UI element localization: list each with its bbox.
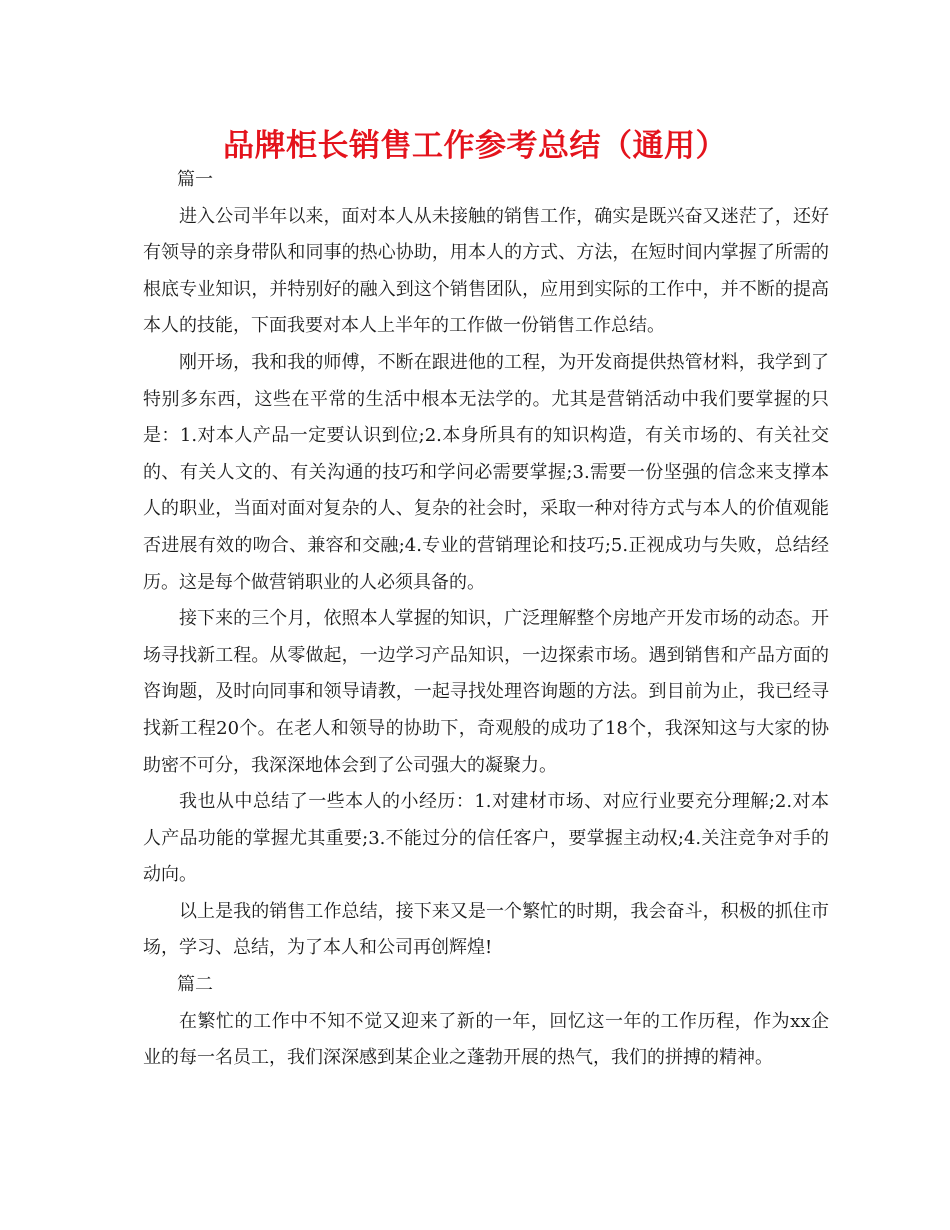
section-label-1: 篇一	[177, 169, 213, 190]
paragraph: 以上是我的销售工作总结，接下来又是一个繁忙的时期，我会奋斗，积极的抓住市场，学习、总结，为了本人和公司再创辉煌!	[143, 900, 829, 959]
section-label-2: 篇二	[177, 974, 213, 996]
paragraph: 进入公司半年以来，面对本人从未接触的销售工作，确实是既兴奋又迷茫了，还好有领导的亲身带队和同事的热心协助，用本人的方式、方法，在短时间内掌握了所需的根底专业知识，并特别好的融入到这个销售团队，应用到实际的工作中，并不断的提高本人的技能，下面我要对本人上半年的工作做一份销售工作总结。	[143, 205, 829, 337]
paragraph: 刚开场，我和我的师傅，不断在跟进他的工程，为开发商提供热管材料，我学到了特别多东西，这些在平常的生活中根本无法学的。尤其是营销活动中我们要掌握的只是：1.对本人产品一定要认识到位;2.本身所具有的知识构造，有关市场的、有关社交的、有关人文的、有关沟通的技巧和学问必需要掌握;3.需要一份坚强的信念来支撑本人的职业，当面对面对复杂的人、复杂的社会时，采取一种对待方式与本人的价值观能否进展有效的吻合、兼容和交融;4.专业的营销理论和技巧;5.正视成功与失败，总结经历。这是每个做营销职业的人必须具备的。	[143, 351, 829, 593]
document-title: 品牌柜长销售工作参考总结（通用）	[223, 128, 727, 164]
paragraph: 我也从中总结了一些本人的小经历：1.对建材市场、对应行业要充分理解;2.对本人产品功能的掌握尤其重要;3.不能过分的信任客户，要掌握主动权;4.关注竞争对手的动向。	[143, 791, 829, 886]
document-body	[143, 162, 829, 1077]
paragraph: 接下来的三个月，依照本人掌握的知识，广泛理解整个房地产开发市场的动态。开场寻找新工程。从零做起，一边学习产品知识，一边探索市场。遇到销售和产品方面的咨询题，及时向同事和领导请教，一起寻找处理咨询题的方法。到目前为止，我已经寻找新工程20个。在老人和领导的协助下，奇观般的成功了18个，我深知这与大家的协助密不可分，我深深地体会到了公司强大的凝聚力。	[143, 608, 829, 776]
paragraph: 在繁忙的工作中不知不觉又迎来了新的一年，回忆这一年的工作历程，作为xx企业的每一名员工，我们深深感到某企业之蓬勃开展的热气，我们的拼搏的精神。	[143, 1010, 829, 1069]
